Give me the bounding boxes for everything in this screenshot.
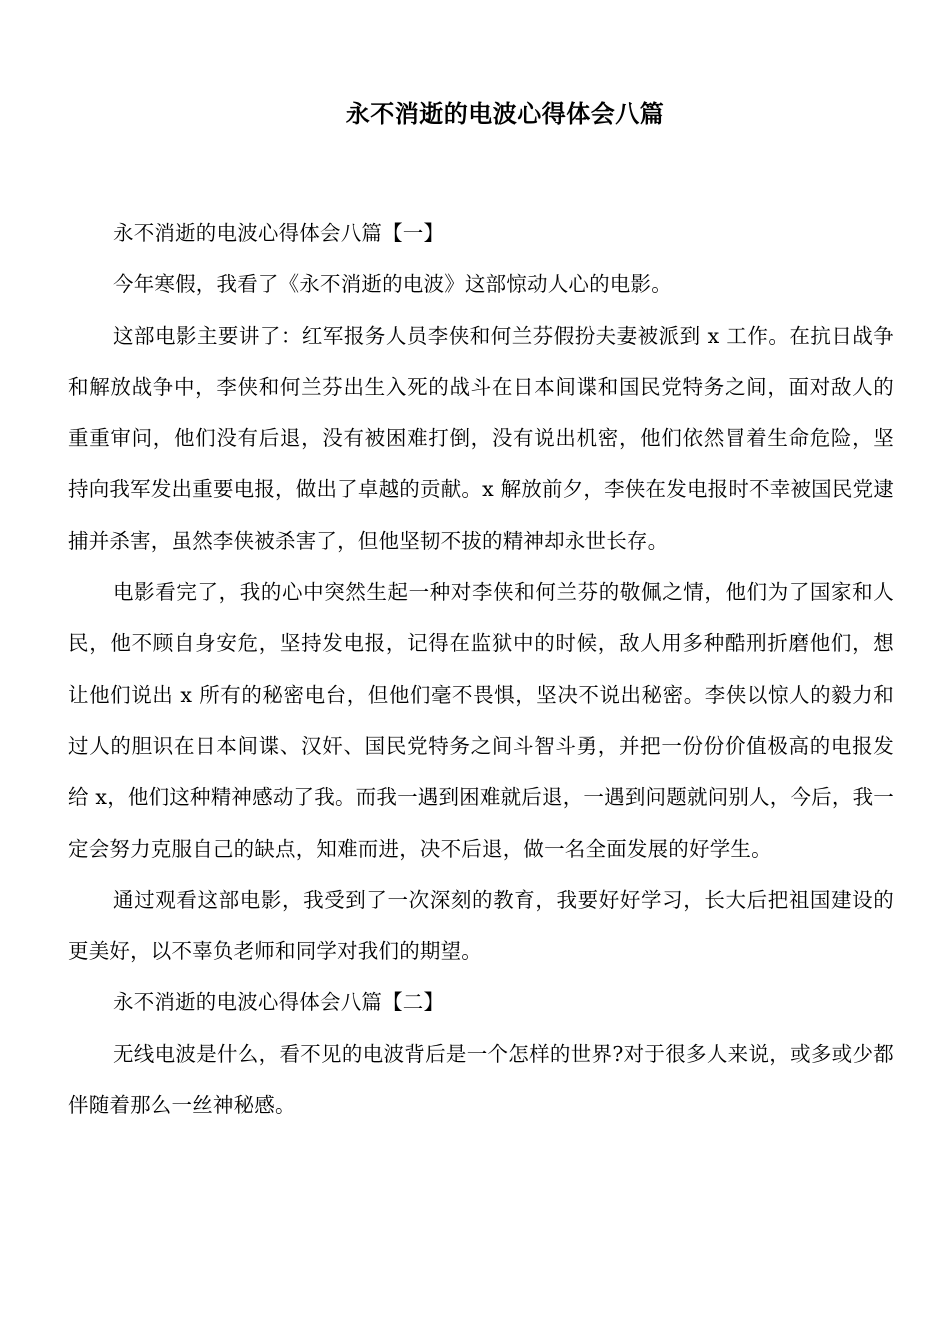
paragraph: 通过观看这部电影，我受到了一次深刻的教育，我要好好学习，长大后把祖国建设的更美好，以不辜负老师和同学对我们的期望。 — [68, 887, 894, 964]
document-body — [68, 208, 894, 1131]
section-heading-1: 永不消逝的电波心得体会八篇【一】 — [113, 221, 445, 245]
paragraph: 这部电影主要讲了：红军报务人员李侠和何兰芬假扮夫妻被派到 x 工作。在抗日战争和解放战争中，李侠和何兰芬出生入死的战斗在日本间谍和国民党特务之间，面对敌人的重重审问，他们没有后退，没有被困难打倒，没有说出机密，他们依然冒着生命危险，坚持向我军发出重要电报，做出了卓越的贡献。x 解放前夕，李侠在发电报时不幸被国民党逮捕并杀害，虽然李侠被杀害了，但他坚韧不拔的精神却永世长存。 — [68, 323, 894, 553]
document-title: 永不消逝的电波心得体会八篇 — [345, 100, 665, 128]
paragraph: 电影看完了，我的心中突然生起一种对李侠和何兰芬的敬佩之情，他们为了国家和人民，他不顾自身安危，坚持发电报，记得在监狱中的时候，敌人用多种酷刑折磨他们，想让他们说出 x 所有的秘密电台，但他们毫不畏惧，坚决不说出秘密。李侠以惊人的毅力和过人的胆识在日本间谍、汉奸、国民党特务之间斗智斗勇，并把一份份价值极高的电报发给 x，他们这种精神感动了我。而我一遇到困难就后退，一遇到问题就问别人，今后，我一定会努力克服自己的缺点，知难而进，决不后退，做一名全面发展的好学生。 — [68, 580, 894, 861]
section-heading-2: 永不消逝的电波心得体会八篇【二】 — [113, 990, 445, 1015]
paragraph: 无线电波是什么，看不见的电波背后是一个怎样的世界?对于很多人来说，或多或少都伴随着那么一丝神秘感。 — [68, 1041, 894, 1118]
paragraph: 今年寒假，我看了《永不消逝的电波》这部惊动人心的电影。 — [113, 272, 672, 297]
